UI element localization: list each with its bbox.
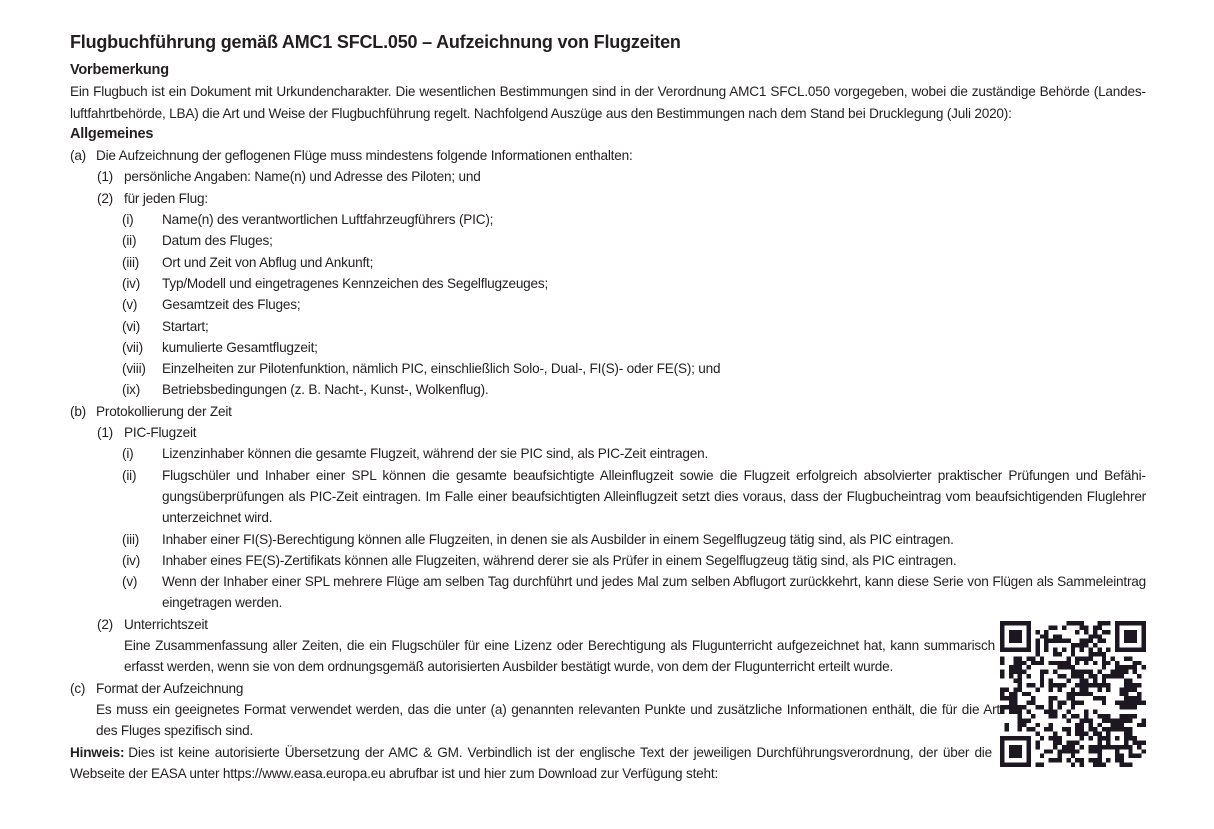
- list-marker: (iv): [122, 275, 141, 291]
- list-item: [70, 465, 1146, 529]
- hinweis-text: Dies ist keine autorisierte Übersetzung der AMC & GM. Verbindlich ist der englische Text der jeweiligen Durchführungsverordnung, der über die Webseite der EASA unter https://www.easa.europa.eu abrufbar ist und hier zum Download zur Verfügung steht:: [70, 744, 992, 781]
- qr-code: [1000, 621, 1146, 767]
- list-text: kumulierte Gesamtflugzeit;: [162, 339, 318, 355]
- list-item: [70, 529, 1146, 550]
- list-item: [70, 678, 1146, 699]
- list-item: [70, 635, 995, 678]
- regulation-list: [70, 145, 1146, 741]
- list-item: [70, 379, 1146, 400]
- list-marker: (ii): [122, 467, 137, 483]
- list-item: [70, 358, 1146, 379]
- list-text: Einzelheiten zur Pilotenfunktion, nämlich PIC, einschließlich Solo-, Dual-, FI(S)- oder FE(S); und: [162, 361, 721, 377]
- list-item: [70, 571, 1146, 614]
- vorbemerkung-paragraph: Ein Flugbuch ist ein Dokument mit Urkundencharakter. Die wesentlichen Bestimmungen sind in der Verordnung AMC1 SFCL.050 vorgegeben, wobei die zuständige Behörde (Landesluftfahrtbehörde, LBA) die Art und Weise der Flugbuchführung regelt. Nachfolgend Auszüge aus den Bestimmungen nach dem Stand bei Drucklegung (Juli 2020):: [70, 84, 1146, 121]
- list-text: Startart;: [162, 318, 209, 334]
- list-marker: (vi): [122, 318, 141, 334]
- list-text: Ort und Zeit von Abflug und Ankunft;: [162, 254, 374, 270]
- list-text: PIC-Flugzeit: [124, 425, 197, 441]
- list-text: Wenn der Inhaber einer SPL mehrere Flüge am selben Tag durchführt und jedes Mal zum selben Abflugort zurückkehrt, kann diese Serie von Flügen als Sammeleintrag eingetragen werden.: [162, 574, 1146, 611]
- list-text: Betriebsbedingungen (z. B. Nacht-, Kunst-, Wolkenflug).: [162, 382, 489, 398]
- list-item: [70, 145, 1146, 166]
- list-marker: (iii): [122, 531, 140, 547]
- list-marker: (iv): [122, 552, 141, 568]
- section-heading-vorbemerkung: Vorbemerkung: [70, 62, 169, 78]
- document-content: [70, 31, 1146, 784]
- list-marker: (2): [97, 190, 114, 206]
- list-marker: (a): [70, 148, 87, 164]
- list-marker: (i): [122, 446, 134, 462]
- list-item: [70, 337, 1146, 358]
- list-marker: (vii): [122, 339, 143, 355]
- list-text: Die Aufzeichnung der geflogenen Flüge muss mindestens folgende Informationen enthalten:: [96, 148, 633, 164]
- list-item: [70, 550, 1146, 571]
- list-item: [70, 230, 1146, 251]
- list-item: [70, 252, 1146, 273]
- list-marker: (ii): [122, 233, 137, 249]
- list-item: [70, 422, 1146, 443]
- list-text: Flugschüler und Inhaber einer SPL können die gesamte beaufsichtigte Alleinflugzeit sowie die Flugzeit erfolgreich absolvierter praktischer Prüfungen und Befähigungsüberprüfungen als PIC-Zeit eintragen. Im Falle einer beaufsichtigten Alleinflugzeit setzt dies voraus, dass der Flugbucheintrag vom beaufsichtigenden Fluglehrer unterzeichnet wird.: [162, 467, 1146, 526]
- list-marker: (1): [97, 425, 114, 441]
- list-marker: (2): [97, 616, 114, 632]
- list-item: [70, 273, 1146, 294]
- list-item: [70, 209, 1146, 230]
- list-text: Gesamtzeit des Fluges;: [162, 297, 301, 313]
- list-text: für jeden Flug:: [124, 190, 208, 206]
- page-title: Flugbuchführung gemäß AMC1 SFCL.050 – Aufzeichnung von Flugzeiten: [70, 32, 681, 52]
- section-heading-allgemeines: Allgemeines: [70, 125, 154, 142]
- list-item: [70, 699, 1000, 742]
- list-marker: (v): [122, 297, 138, 313]
- list-text: Lizenzinhaber können die gesamte Flugzeit, während der sie PIC sind, als PIC-Zeit eintragen.: [162, 446, 709, 462]
- list-text: Typ/Modell und eingetragenes Kennzeichen des Segelflugzeuges;: [162, 275, 549, 291]
- list-marker: (1): [97, 169, 114, 185]
- list-marker: (ix): [122, 382, 141, 398]
- list-item: [70, 401, 1146, 422]
- hinweis-label: Hinweis:: [70, 744, 125, 760]
- list-text: Inhaber einer FI(S)-Berechtigung können alle Flugzeiten, in denen sie als Ausbilder in einem Segelflugzeug tätig sind, als PIC eintragen.: [162, 531, 954, 547]
- list-item: [70, 166, 1146, 187]
- list-marker: (viii): [122, 361, 146, 377]
- list-item: [70, 294, 1146, 315]
- list-text: Unterrichtszeit: [124, 616, 208, 632]
- list-item: [70, 614, 1146, 635]
- list-marker: (iii): [122, 254, 140, 270]
- list-item: [70, 316, 1146, 337]
- list-text: Protokollierung der Zeit: [96, 403, 232, 419]
- list-item: [70, 188, 1146, 209]
- list-marker: (i): [122, 212, 134, 228]
- list-item: [70, 443, 1146, 464]
- hinweis-paragraph: [70, 742, 992, 785]
- list-text: Name(n) des verantwortlichen Luftfahrzeugführers (PIC);: [162, 212, 494, 228]
- list-text: Datum des Fluges;: [162, 233, 273, 249]
- qr-code-image: [1000, 621, 1146, 767]
- list-text: Format der Aufzeichnung: [96, 680, 244, 696]
- list-text: Eine Zusammenfassung aller Zeiten, die ein Flugschüler für eine Lizenz oder Berechtigung als Flugunterricht aufgezeichnet hat, kann summarisch erfasst werden, wenn sie von dem ordnungsgemäß autorisierten Ausbilder bestätigt wurde, von dem der Flugunterricht erteilt wurde.: [124, 638, 995, 675]
- list-marker: (c): [70, 680, 86, 696]
- list-text: persönliche Angaben: Name(n) und Adresse des Piloten; und: [124, 169, 481, 185]
- list-marker: (b): [70, 403, 87, 419]
- list-text: Es muss ein geeignetes Format verwendet werden, das die unter (a) genannten relevanten Punkte und zusätzliche Informationen enthält, die für die Art des Fluges spezifisch sind.: [96, 701, 1000, 739]
- list-marker: (v): [122, 574, 138, 590]
- list-text: Inhaber eines FE(S)-Zertifikats können alle Flugzeiten, während derer sie als Prüfer in einem Segelflugzeug tätig sind, als PIC eintragen.: [162, 552, 957, 568]
